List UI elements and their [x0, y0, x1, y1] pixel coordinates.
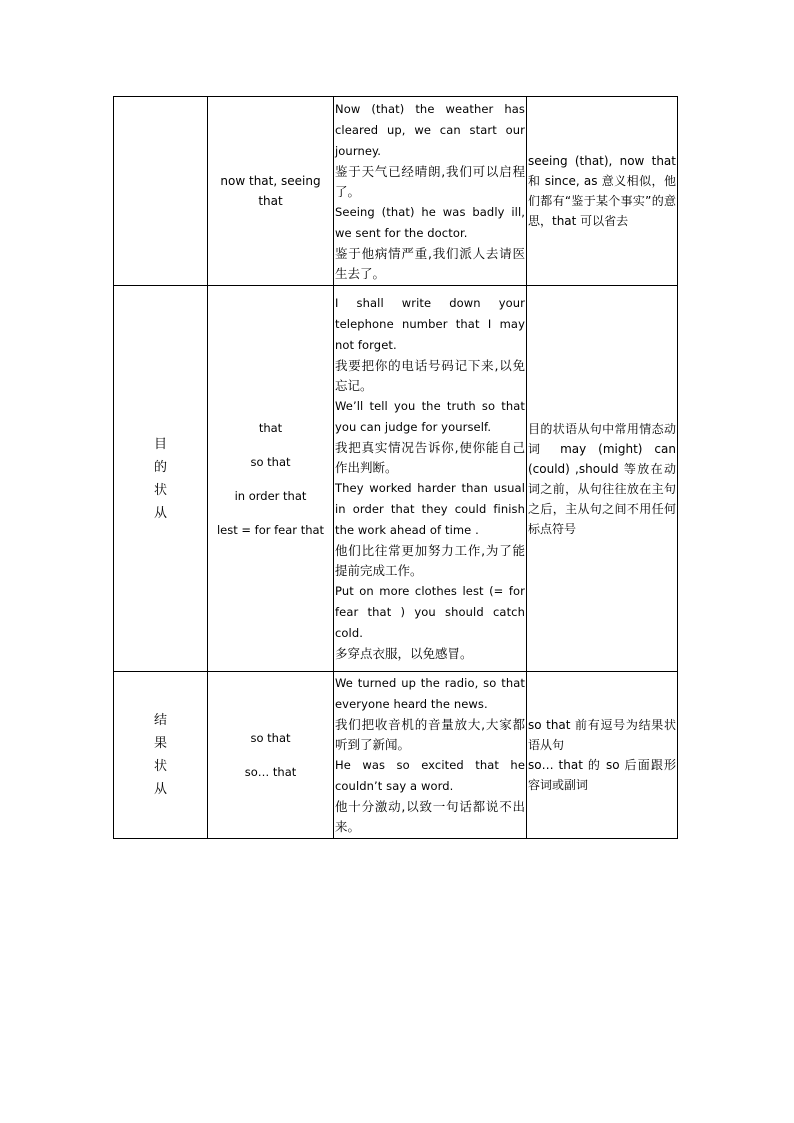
example-english: Now (that) the weather has cleared up, we can start our journey. [335, 101, 525, 158]
conjunction-text: lest = for fear that [216, 522, 325, 537]
category-cell [114, 672, 208, 839]
example-english: They worked harder than usual in order that they could finish the work ahead of time . [335, 481, 525, 537]
example-chinese: 我要把你的电话号码记下来,以免忘记。 [335, 358, 525, 393]
conjunction-text: so that [250, 731, 291, 745]
example-cell [334, 97, 527, 286]
example-chinese: 鉴于天气已经晴朗,我们可以启程了。 [335, 163, 525, 199]
table-row [114, 672, 678, 839]
table-row [114, 286, 678, 672]
category-cell [114, 286, 208, 672]
example-english: We turned up the radio, so that everyone heard the news. [335, 676, 525, 711]
example-chinese: 我把真实情况告诉你,使你能自己作出判断。 [335, 440, 525, 475]
conjunction-cell [208, 286, 334, 672]
conjunction-text: so… that [244, 765, 297, 779]
note-cell [527, 97, 678, 286]
note-text: so that 前有逗号为结果状语从句 [528, 718, 676, 752]
note-text: so… that 的 so 后面跟形容词或副词 [528, 758, 676, 792]
note-text: 目的状语从句中常用情态动词 may (might) can (could) ,should 等放在动词之前，从句往往放在主句之后，主从句之间不用任何标点符号 [528, 421, 676, 536]
example-english: I shall write down your telephone number that I may not forget. [335, 296, 525, 352]
example-chinese: 多穿点衣服，以免感冒。 [335, 646, 473, 661]
conjunction-text: now that, seeing that [220, 174, 321, 208]
conjunction-cell [208, 672, 334, 839]
example-chinese: 他十分激动,以致一句话都说不出来。 [335, 799, 525, 834]
category-cell [114, 97, 208, 286]
note-cell [527, 672, 678, 839]
conjunction-cell [208, 97, 334, 286]
example-cell [334, 672, 527, 839]
example-english: He was so excited that he couldn’t say a word. [335, 758, 525, 793]
conjunction-text: so that [250, 454, 291, 469]
example-chinese: 他们比往常更加努力工作,为了能提前完成工作。 [335, 543, 525, 578]
table-row [114, 97, 678, 286]
example-english: We’ll tell you the truth so that you can judge for yourself. [335, 399, 525, 434]
category-label: 结 果 状 从 [153, 713, 167, 797]
adverbial-clause-table [113, 96, 678, 839]
note-cell [527, 286, 678, 672]
example-cell [334, 286, 527, 672]
conjunction-text: that [258, 420, 283, 435]
example-chinese: 鉴于他病情严重,我们派人去请医生去了。 [335, 245, 525, 281]
note-text: seeing (that), now that 和 since, as 意义相似，他们都有“鉴于某个事实”的意思，that 可以省去 [528, 154, 676, 228]
example-chinese: 我们把收音机的音量放大,大家都听到了新闻。 [335, 717, 525, 752]
category-label: 目 的 状 从 [153, 436, 167, 521]
conjunction-text: in order that [234, 488, 307, 503]
example-english: Put on more clothes lest (= for fear that ) you should catch cold. [335, 584, 525, 640]
example-english: Seeing (that) he was badly ill, we sent for the doctor. [335, 204, 525, 240]
